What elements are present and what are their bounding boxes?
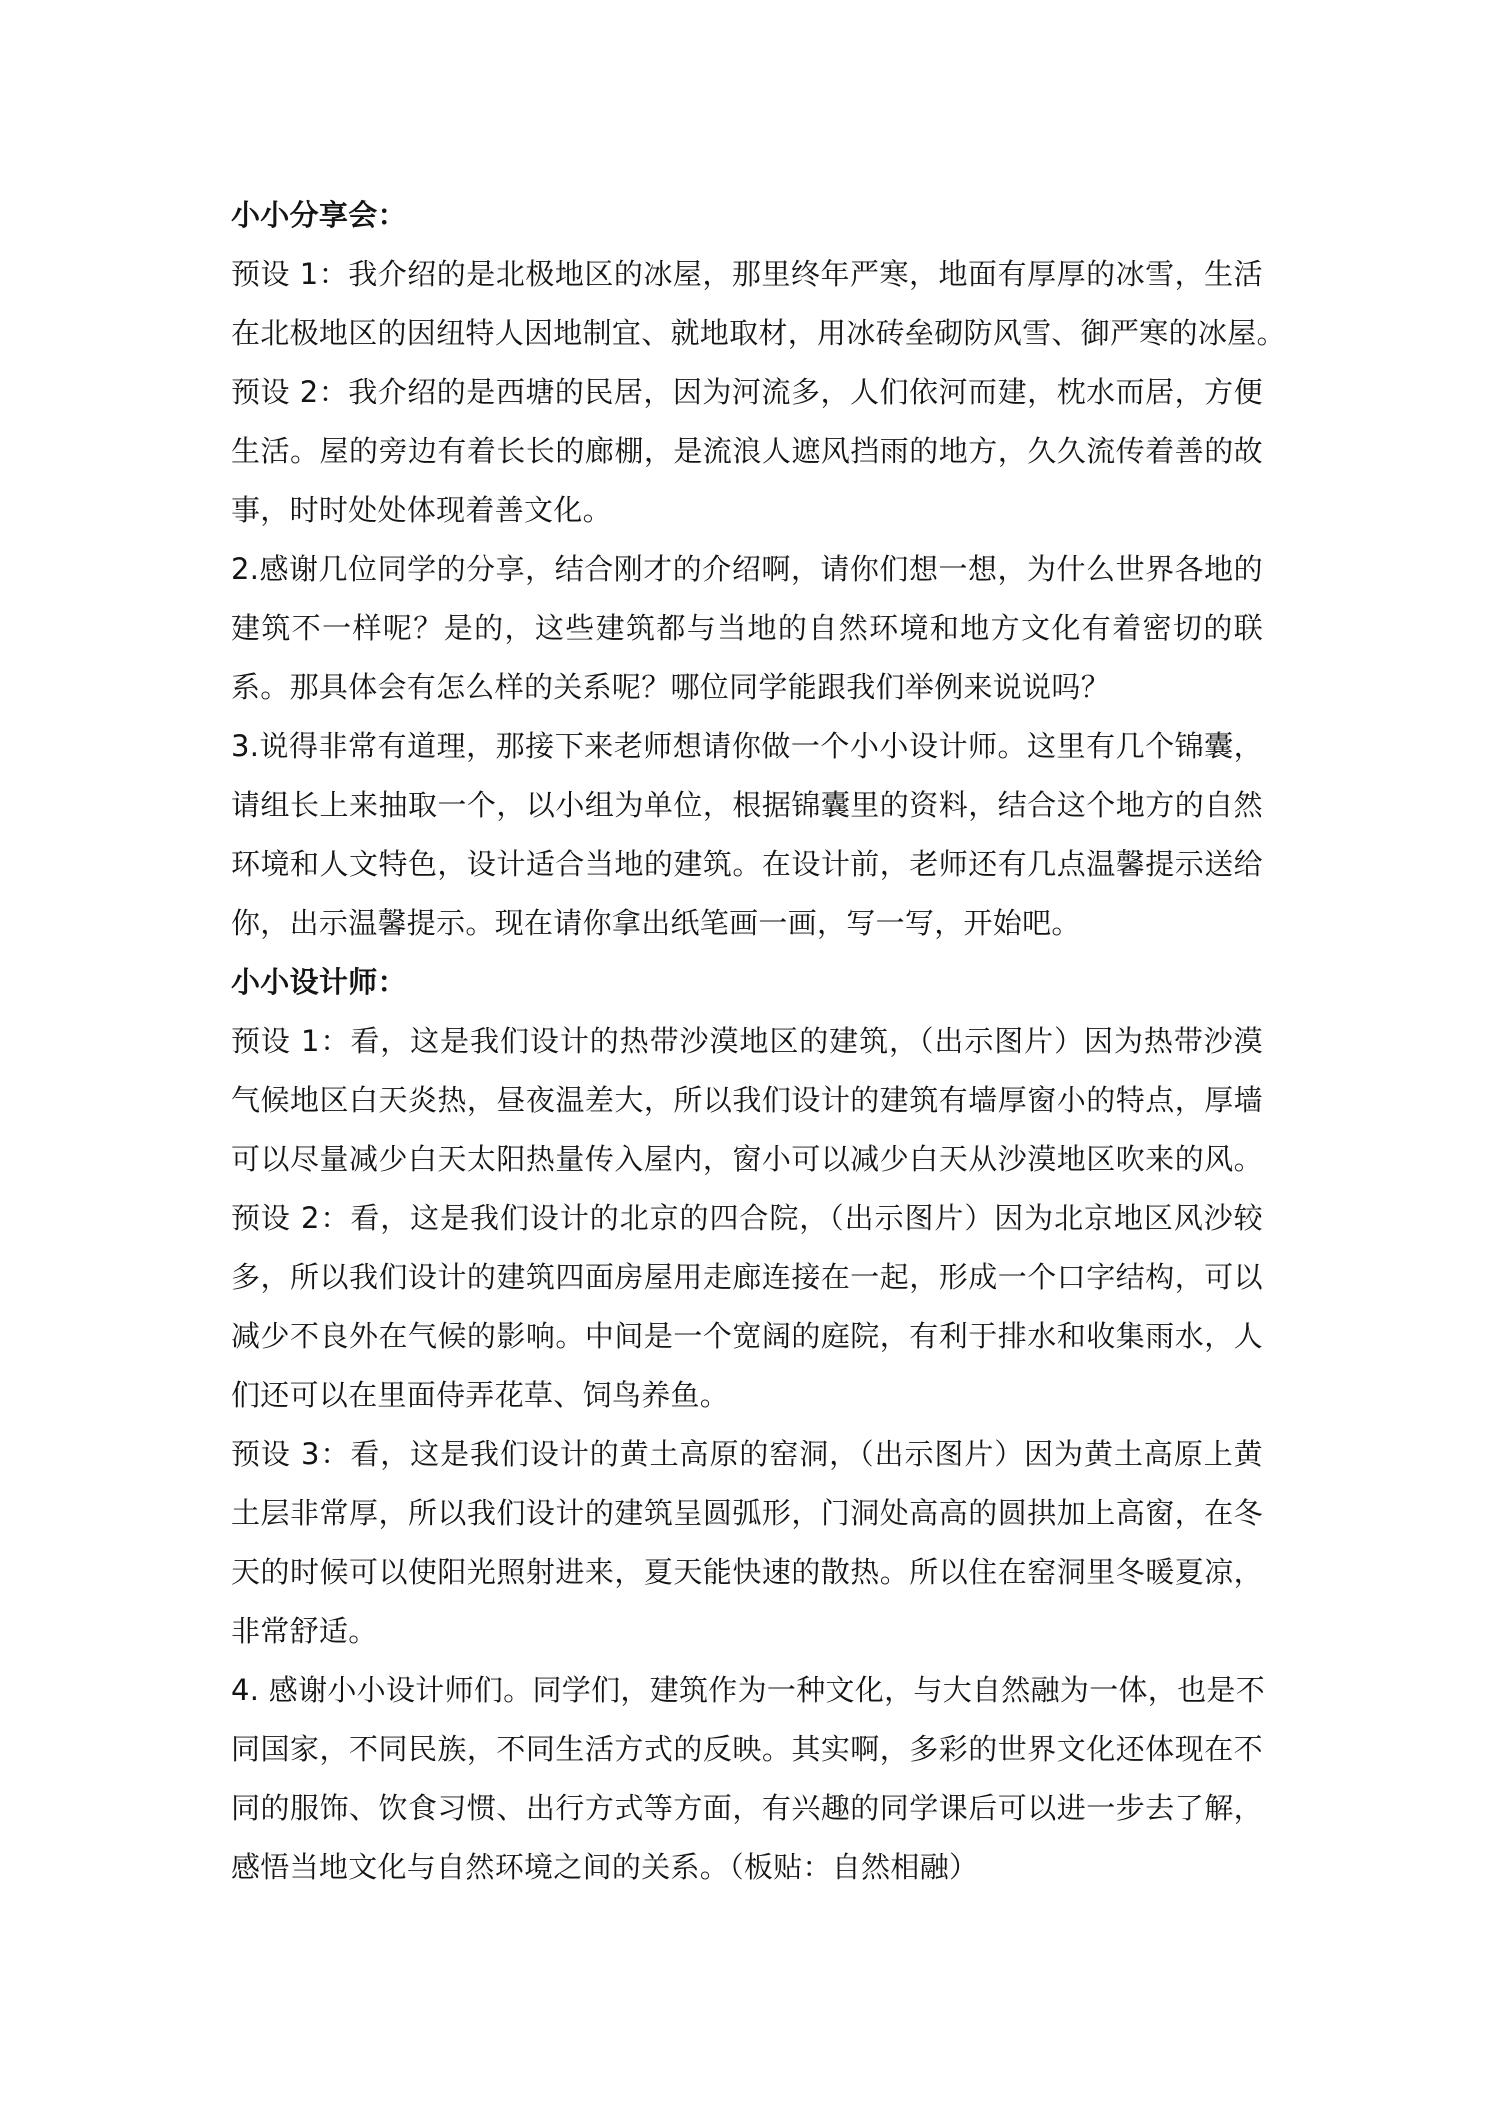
text-line: 2.感谢几位同学的分享，结合刚才的介绍啊，请你们想一想，为什么世界各地的 [231,552,1263,586]
paragraph-step-4 [231,1661,1263,1897]
text-line: 环境和人文特色，设计适合当地的建筑。在设计前，老师还有几点温馨提示送给 [231,847,1263,881]
text-line: 在北极地区的因纽特人因地制宜、就地取材，用冰砖垒砌防风雪、御严寒的冰屋。 [231,316,1286,350]
text-line: 天的时候可以使阳光照射进来，夏天能快速的散热。所以住在窑洞里冬暖夏凉， [231,1555,1263,1589]
text-line: 4. 感谢小小设计师们。同学们，建筑作为一种文化，与大自然融为一体，也是不 [231,1673,1265,1707]
text-line: 同的服饰、饮食习惯、出行方式等方面，有兴趣的同学课后可以进一步去了解， [231,1791,1263,1825]
section-heading-sharing [231,186,1263,245]
text-line: 预设 3：看，这是我们设计的黄土高原的窑洞，（出示图片）因为黄土高原上黄 [231,1437,1263,1471]
text-line: 预设 1：我介绍的是北极地区的冰屋，那里终年严寒，地面有厚厚的冰雪，生活 [231,257,1263,291]
text-line: 土层非常厚，所以我们设计的建筑呈圆弧形，门洞处高高的圆拱加上高窗，在冬 [231,1496,1263,1530]
text-line: 事，时时处处体现着善文化。 [231,493,612,527]
text-line: 生活。屋的旁边有着长长的廊棚，是流浪人遮风挡雨的地方，久久流传着善的故 [231,434,1263,468]
text-line: 预设 2：看，这是我们设计的北京的四合院，（出示图片）因为北京地区风沙较 [231,1201,1263,1235]
text-line: 感悟当地文化与自然环境之间的关系。（板贴：自然相融） [231,1850,979,1884]
paragraph-design-3-cave-dwelling [231,1425,1263,1661]
text-line: 预设 2：我介绍的是西塘的民居，因为河流多，人们依河而建，枕水而居，方便 [231,375,1263,409]
paragraph-preset-2-xitang [231,363,1263,540]
paragraph-design-2-siheyuan [231,1189,1263,1425]
paragraph-design-1-desert [231,1012,1263,1189]
text-line: 气候地区白天炎热，昼夜温差大，所以我们设计的建筑有墙厚窗小的特点，厚墙 [231,1083,1263,1117]
paragraph-preset-1-igloo [231,245,1286,363]
text-line: 小小设计师： [231,965,407,999]
text-line: 建筑不一样呢？是的，这些建筑都与当地的自然环境和地方文化有着密切的联 [231,611,1263,645]
paragraph-step-3 [231,717,1263,953]
text-line: 请组长上来抽取一个，以小组为单位，根据锦囊里的资料，结合这个地方的自然 [231,788,1263,822]
paragraph-step-2 [231,540,1263,717]
text-line: 小小分享会： [231,198,407,232]
text-line: 同国家，不同民族，不同生活方式的反映。其实啊，多彩的世界文化还体现在不 [231,1732,1263,1766]
text-line: 3.说得非常有道理，那接下来老师想请你做一个小小设计师。这里有几个锦囊， [231,729,1263,763]
text-line: 们还可以在里面侍弄花草、饲鸟养鱼。 [231,1378,730,1412]
text-line: 系。那具体会有怎么样的关系呢？哪位同学能跟我们举例来说说吗？ [231,670,1111,704]
section-heading-designer [231,953,1263,1012]
text-line: 你，出示温馨提示。现在请你拿出纸笔画一画，写一写，开始吧。 [231,906,1081,940]
text-line: 非常舒适。 [231,1614,378,1648]
text-line: 可以尽量减少白天太阳热量传入屋内，窗小可以减少白天从沙漠地区吹来的风。 [231,1142,1263,1176]
text-line: 减少不良外在气候的影响。中间是一个宽阔的庭院，有利于排水和收集雨水，人 [231,1319,1263,1353]
text-line: 多，所以我们设计的建筑四面房屋用走廊连接在一起，形成一个口字结构，可以 [231,1260,1263,1294]
text-line: 预设 1：看，这是我们设计的热带沙漠地区的建筑，（出示图片）因为热带沙漠 [231,1024,1263,1058]
document-page [231,186,1286,1897]
